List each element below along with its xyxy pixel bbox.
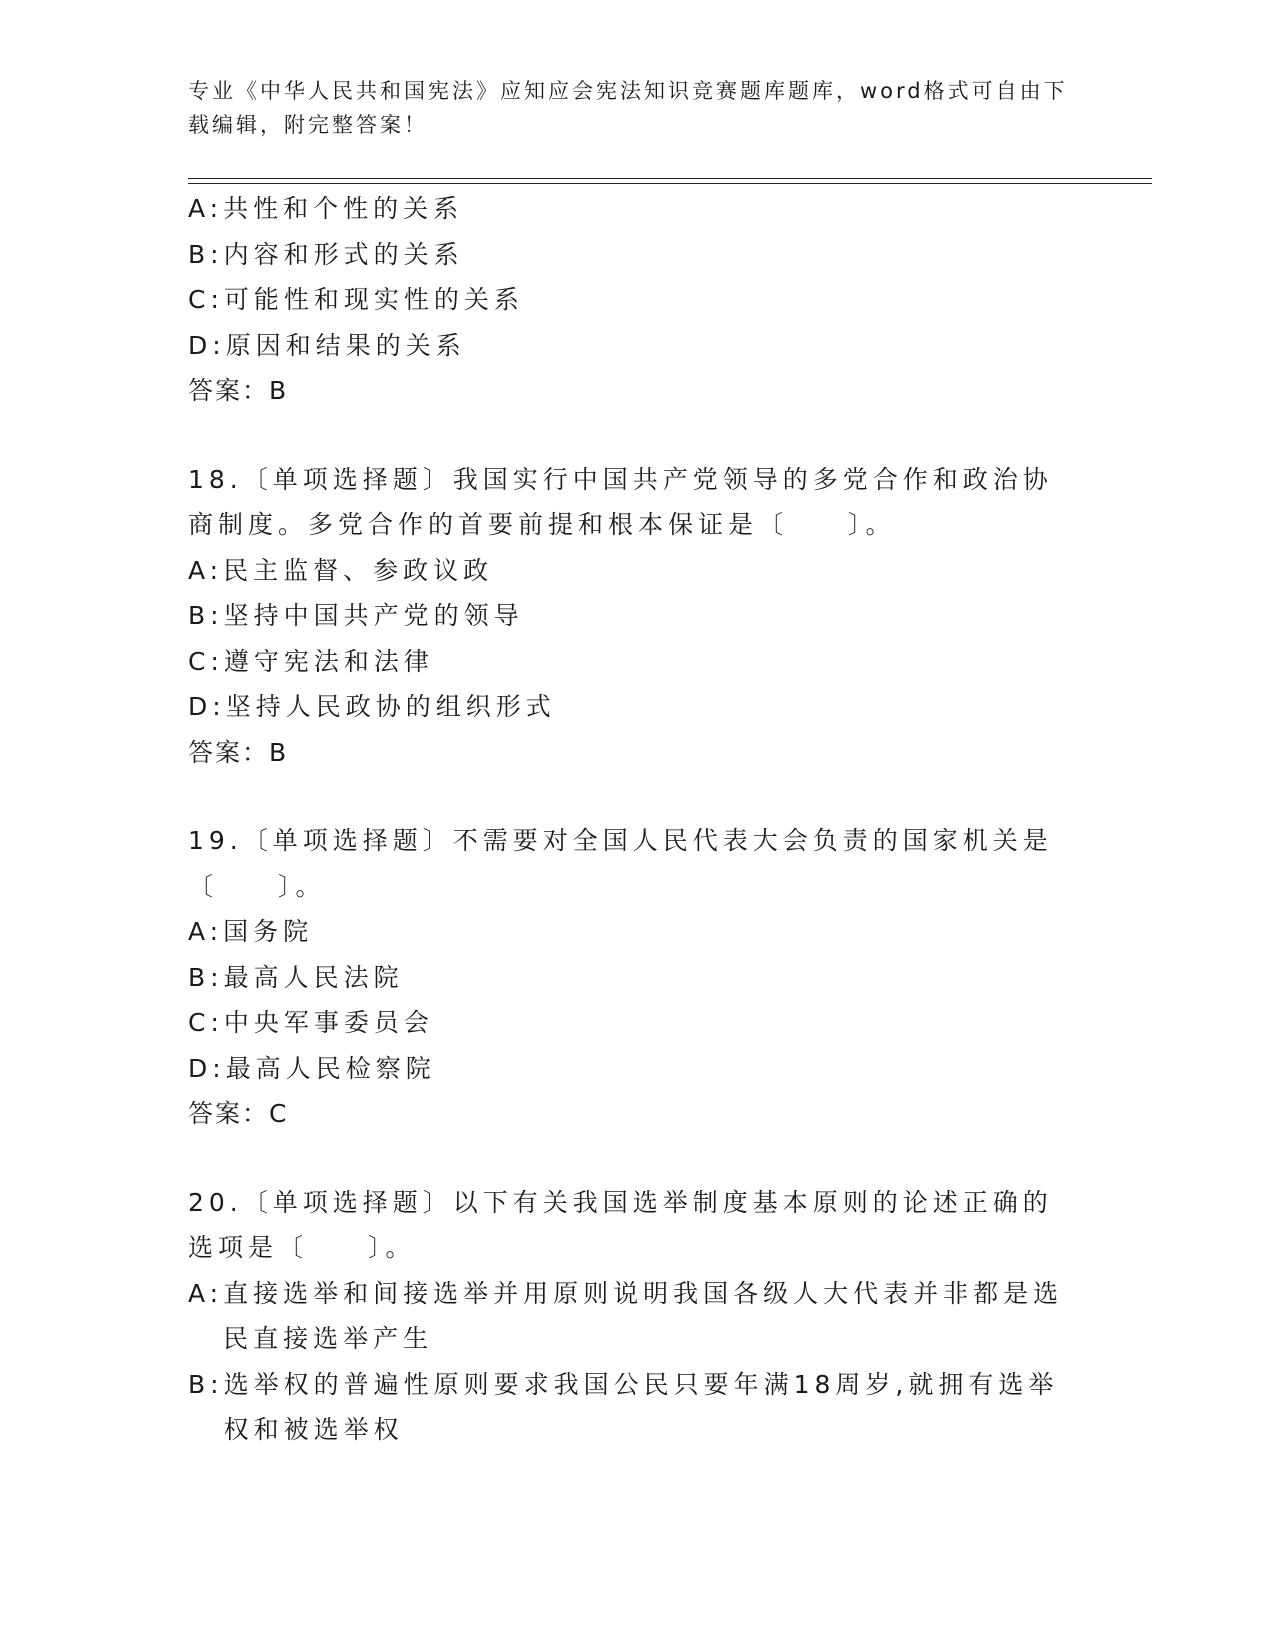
- option-key: B:: [188, 962, 224, 992]
- option-key: C:: [188, 646, 224, 676]
- question-19: [188, 818, 1078, 1137]
- option-text: 坚持中国共产党的领导: [223, 601, 524, 630]
- question-stem: 20.〔单项选择题〕以下有关我国选举制度基本原则的论述正确的选项是〔 〕。: [188, 1187, 1053, 1262]
- option-a: [188, 1271, 1078, 1362]
- option-text: 内容和形式的关系: [223, 239, 464, 269]
- option-key: A:: [188, 194, 224, 223]
- option-text: 原因和结果的关系: [225, 330, 466, 360]
- option-key: A:: [188, 1278, 224, 1308]
- option-c: [188, 1000, 1078, 1046]
- answer-line: 答案：B: [188, 376, 289, 405]
- answer-line: 答案：B: [188, 737, 289, 767]
- option-d: [188, 684, 1078, 730]
- option-key: C:: [188, 285, 224, 314]
- option-text: 遵守宪法和法律: [223, 646, 434, 676]
- question-17: [188, 186, 1078, 414]
- option-b: [188, 1362, 1078, 1453]
- option-text: 中央军事委员会: [223, 1008, 434, 1037]
- option-c: [188, 277, 1078, 323]
- option-key: A:: [188, 555, 224, 585]
- option-key: A:: [188, 917, 224, 946]
- option-b: [188, 232, 1078, 278]
- option-key: D:: [188, 1053, 226, 1083]
- question-stem: 18.〔单项选择题〕我国实行中国共产党领导的多党合作和政治协商制度。多党合作的首要前提和根本保证是〔 〕。: [188, 464, 1053, 539]
- option-text: 可能性和现实性的关系: [223, 285, 524, 314]
- option-key: D:: [188, 692, 226, 721]
- option-b: [188, 593, 1078, 639]
- option-a: [188, 548, 1078, 594]
- header-rule-top: [188, 178, 1152, 179]
- option-d: [188, 323, 1078, 369]
- option-text: 坚持人民政协的组织形式: [225, 692, 556, 721]
- option-text: 国务院: [223, 917, 314, 946]
- question-stem: 19.〔单项选择题〕不需要对全国人民代表大会负责的国家机关是〔 〕。: [188, 826, 1053, 901]
- answer-line: 答案：C: [188, 1099, 289, 1128]
- option-text: 最高人民法院: [223, 962, 404, 992]
- option-text: 民主监督、参政议政: [223, 555, 494, 585]
- option-a: [188, 909, 1078, 955]
- header-rule-bottom: [188, 183, 1152, 184]
- option-key: D:: [188, 330, 226, 360]
- question-20: [188, 1180, 1078, 1453]
- option-text: 最高人民检察院: [225, 1053, 436, 1083]
- question-18: [188, 457, 1078, 776]
- option-a: [188, 186, 1078, 232]
- document-header: 专业《中华人民共和国宪法》应知应会宪法知识竞赛题库题库，word格式可自由下载编辑，附完整答案！: [188, 79, 1068, 137]
- question-list: [188, 186, 1078, 1496]
- option-b: [188, 955, 1078, 1001]
- option-key: B:: [188, 239, 224, 269]
- option-c: [188, 639, 1078, 685]
- option-text: 选举权的普遍性原则要求我国公民只要年满18周岁,就拥有选举权和被选举权: [223, 1369, 1059, 1444]
- option-key: B:: [188, 1369, 224, 1399]
- option-key: B:: [188, 601, 224, 630]
- option-d: [188, 1046, 1078, 1092]
- option-text: 共性和个性的关系: [223, 194, 464, 223]
- option-key: C:: [188, 1008, 224, 1037]
- option-text: 直接选举和间接选举并用原则说明我国各级人大代表并非都是选民直接选举产生: [223, 1278, 1064, 1353]
